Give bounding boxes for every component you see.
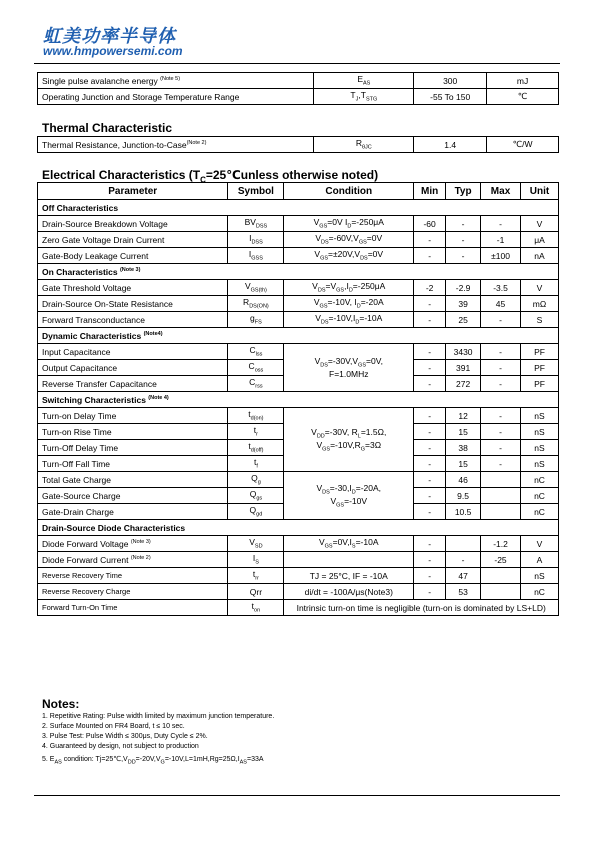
section-row: Dynamic Characteristics $^{(Note4)}$ [38, 328, 559, 344]
notes-title: Notes: [42, 697, 80, 711]
note-item: 3. Pulse Test: Pulse Width ≤ 300μs, Duty Cycle ≤ 2%. [42, 733, 208, 740]
table-row: Gate-Body Leakage Current $I_{GSS}$ $V_{GS}=\pm 20V,V_{DS}=0V$ - - ±100 nA [38, 248, 559, 264]
electrical-title: Electrical Characteristics ($T_C=25℃unless$ otherwise noted) [42, 168, 379, 185]
table-row: Turn-Off Delay Time $t_{d(off)}$ - 38 - nS [38, 440, 559, 456]
param-cell: Operating Junction and Storage Temperature Range [38, 89, 314, 105]
table-row: Drain-Source Breakdown Voltage $BV_{DSS}$ $V_{GS}=0V$ $I_D=-250\mu A$ -60 - - V [38, 216, 559, 232]
section-row: Drain-Source Diode Characteristics [38, 520, 559, 536]
note-item: 1. Repetitive Rating: Pulse width limited by maximum junction temperature. [42, 713, 275, 720]
table-row: Input Capacitance $C_{lss}$ $V_{DS}=-30V,V_{GS}=0V$, F=1.0MHz - 3430 - PF [38, 344, 559, 360]
col-header-min: Min [414, 183, 446, 200]
table-row: Gate-Drain Charge $Q_{gd}$ - 10.5 nC [38, 504, 559, 520]
note-item: 4. Guaranteed by design, not subject to production [42, 743, 199, 750]
section-row: On Characteristics $^{(Note 3)}$ [38, 264, 559, 280]
unit-cell: ℃/W [487, 137, 559, 153]
electrical-table [37, 182, 559, 616]
table-header-row [38, 183, 559, 200]
symbol-cell: $T_J,T_{STG}$ [314, 89, 414, 105]
table-row: Gate Threshold Voltage $V_{GS(th)}$ $V_{DS}=V_{GS},I_D=-250\mu A$ -2 -2.9 -3.5 V [38, 280, 559, 296]
table-row: Reverse Recovery Charge Qrr di/dt = -100A/μs(Note3) - 53 nC [38, 584, 559, 600]
col-header-max: Max [481, 183, 521, 200]
table-row: Forward Turn-On Time $t_{on}$ Intrinsic turn-on time is negligible (turn-on is dominated by LS+LD) [38, 600, 559, 616]
note-item: 2. Surface Mounted on FR4 Board, t ≤ 10 sec. [42, 723, 185, 730]
col-header-symbol: Symbol [228, 183, 284, 200]
brand-url: www.hmpowersemi.com [43, 44, 183, 58]
thermal-table [37, 136, 559, 153]
charge-condition-cell: $V_{DS}=-30,I_D=-20A$, $V_{GS}=-10V$ [284, 472, 414, 520]
brand-logo-chinese: 虹美功率半导体 [43, 26, 176, 47]
table-row: Turn-Off Fall Time $t_f$ - 15 - nS [38, 456, 559, 472]
param-cell: Single pulse avalanche energy $^{(Note 5)}$ [38, 73, 314, 89]
symbol-cell: $E_{AS}$ [314, 73, 414, 89]
note-item: 5. $E_{AS}$ condition: $Tj=25℃,V_{DD}=-20V,V_G=-10V,L=1mH,Rg=25\Omega,I_{AS}=33A$ [42, 756, 264, 766]
col-header-unit: Unit [521, 183, 559, 200]
value-cell: -55 To 150 [414, 89, 487, 105]
unit-cell: mJ [487, 73, 559, 89]
value-cell: 1.4 [414, 137, 487, 153]
switching-condition-cell: $V_{DD}=-30V$, $R_L=1.5\Omega$, $V_{GS}=-10V,R_G=3\Omega$ [284, 408, 414, 472]
value-cell: 300 [414, 73, 487, 89]
table-row: Gate-Source Charge $Q_{gs}$ - 9.5 nC [38, 488, 559, 504]
table-row [38, 137, 559, 153]
table-row: Forward Transconductance $g_{FS}$ $V_{DS}=-10V,I_D=-10A$ - 25 - S [38, 312, 559, 328]
param-cell: Thermal Resistance, Junction-to-Case$^{(Note 2)}$ [38, 137, 314, 153]
table-row [38, 89, 559, 105]
notes-list [42, 712, 274, 767]
absolute-ratings-table [37, 72, 559, 105]
col-header-typ: Typ [446, 183, 481, 200]
table-row: Drain-Source On-State Resistance $R_{DS(ON)}$ $V_{GS}=-10V$, $I_D=-20A$ - 39 45 mΩ [38, 296, 559, 312]
col-header-condition: Condition [284, 183, 414, 200]
symbol-cell: $R_{\theta JC}$ [314, 137, 414, 153]
col-header-parameter: Parameter [38, 183, 228, 200]
unit-cell: ℃ [487, 89, 559, 105]
table-row: Zero Gate Voltage Drain Current $I_{DSS}$ $V_{DS}=-60V,V_{GS}=0V$ - - -1 μA [38, 232, 559, 248]
table-row: Output Capacitance $C_{oss}$ - 391 - PF [38, 360, 559, 376]
section-row: Off Characteristics [38, 200, 559, 216]
table-row: Turn-on Rise Time $t_r$ - 15 - nS [38, 424, 559, 440]
table-row: Diode Forward Voltage $^{(Note 3)}$ $V_{SD}$ $V_{GS}=0V,I_S=-10A$ - -1.2 V [38, 536, 559, 552]
table-row: Diode Forward Current $^{(Note 2)}$ $I_S$ - - -25 A [38, 552, 559, 568]
table-row: Total Gate Charge $Q_g$ $V_{DS}=-30,I_D=-20A$, $V_{GS}=-10V$ - 46 nC [38, 472, 559, 488]
table-row [38, 73, 559, 89]
table-row: Reverse Transfer Capacitance $C_{rss}$ - 272 - PF [38, 376, 559, 392]
footer-divider [34, 795, 560, 796]
header-divider [34, 63, 560, 64]
thermal-title: Thermal Characteristic [42, 121, 173, 135]
table-row: Reverse Recovery Time $t_{rr}$ TJ = 25°C, IF = -10A - 47 nS [38, 568, 559, 584]
cap-condition-cell: $V_{DS}=-30V,V_{GS}=0V$, F=1.0MHz [284, 344, 414, 392]
section-row: Switching Characteristics $^{(Note 4)}$ [38, 392, 559, 408]
table-row: Turn-on Delay Time $t_{d(on)}$ $V_{DD}=-30V$, $R_L=1.5\Omega$, $V_{GS}=-10V,R_G=3\Omega$ - 12 - nS [38, 408, 559, 424]
